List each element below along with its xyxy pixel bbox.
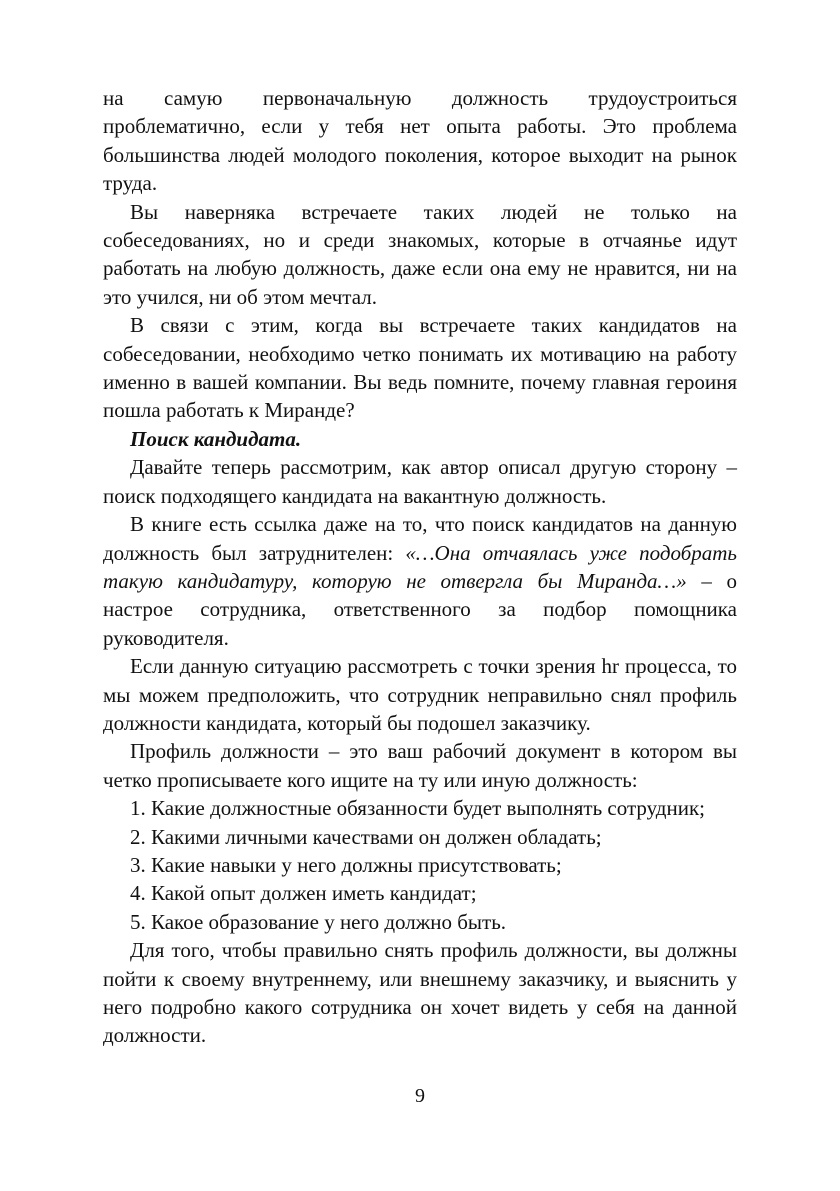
paragraph: Давайте теперь рассмотрим, как автор описал другую сторону – поиск подходящего кандидата на вакантную должность.: [103, 455, 737, 508]
paragraph: Для того, чтобы правильно снять профиль должности, вы должны пойти к своему внутреннему, или внешнему заказчику, и выяснить у него подробно какого сотрудника он хочет видеть у себя на данной должности.: [103, 938, 737, 1048]
quote-lead-text: В книге есть ссылка даже на то, что поиск кандидатов на данную должность был затруднителен:: [103, 512, 737, 565]
book-quote: «…Она отчаялась уже подобрать такую кандидатуру, которую не отвергла бы Миранда…»: [103, 540, 737, 593]
paragraph: Вы наверняка встречаете таких людей не только на собеседованиях, но и среди знакомых, которые в отчаянье идут работать на любую должность, даже если она ему не нравится, ни на это учился, ни об этом мечтал.: [103, 199, 737, 309]
list-item: 1. Какие должностные обязанности будет выполнять сотрудник;: [130, 796, 705, 821]
paragraph: В связи с этим, когда вы встречаете таких кандидатов на собеседовании, необходимо четко понимать их мотивацию на работу именно в вашей компании. Вы ведь помните, почему главная героиня пошла работать к Миранде?: [103, 313, 737, 423]
page-body-text: [103, 84, 737, 1050]
page-number: 9: [415, 1085, 425, 1107]
paragraph: Профиль должности – это ваш рабочий документ в котором вы четко прописываете кого ищите на ту или иную должность:: [103, 739, 737, 792]
list-item: 5. Какое образование у него должно быть.: [130, 909, 507, 934]
list-item: 3. Какие навыки у него должны присутствовать;: [130, 852, 562, 877]
section-heading: Поиск кандидата.: [130, 426, 302, 451]
list-item: 4. Какой опыт должен иметь кандидат;: [130, 881, 477, 906]
list-item: 2. Какими личными качествами он должен обладать;: [130, 824, 602, 849]
paragraph-with-quote: [103, 510, 737, 652]
paragraph: Если данную ситуацию рассмотреть с точки зрения hr процесса, то мы можем предположить, что сотрудник неправильно снял профиль должности кандидата, который бы подошел заказчику.: [103, 654, 737, 735]
paragraph-continuation: на самую первоначальную должность трудоустроиться проблематично, если у тебя нет опыта работы. Это проблема большинства людей молодого поколения, которое выходит на рынок труда.: [103, 86, 737, 196]
quote-trail-text: – о настрое сотрудника, ответственного за подбор помощника руководителя.: [103, 568, 737, 650]
